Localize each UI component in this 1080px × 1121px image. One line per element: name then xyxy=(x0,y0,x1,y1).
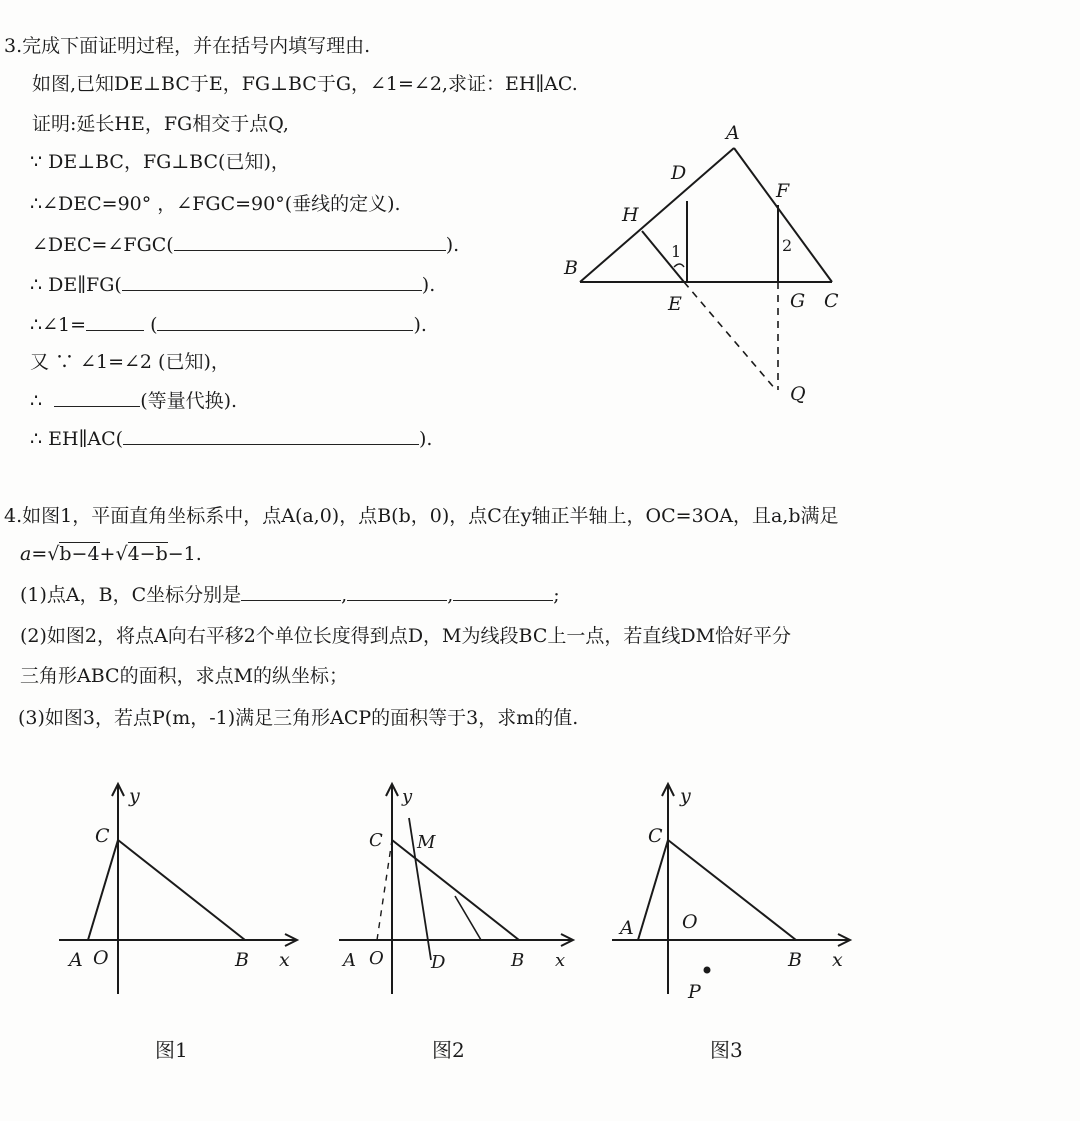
fig2-label-d: D xyxy=(431,952,446,973)
sqrt-icon: √ xyxy=(115,543,128,565)
label-angle-2: 2 xyxy=(782,236,793,255)
segment-ac xyxy=(88,840,118,940)
fig2-label-o: O xyxy=(369,948,384,969)
q3-proof-start: 证明:延长HE，FG相交于点Q, xyxy=(32,113,289,135)
q3-step7-suffix: (等量代换). xyxy=(140,390,238,412)
fig3-label-o: O xyxy=(682,911,698,933)
q3-step3-text: ∠DEC=∠FGC( xyxy=(32,234,174,256)
point-p xyxy=(704,967,711,974)
fig1-label-y: y xyxy=(129,785,140,807)
fig3-label-x: x xyxy=(832,949,843,971)
q3-step3-close: ). xyxy=(445,234,460,256)
fig2-label-a: A xyxy=(343,950,356,971)
fig3-label-y: y xyxy=(680,785,691,807)
q4-eq-plus: + xyxy=(99,543,116,565)
q3-step4-close: ). xyxy=(421,274,436,296)
q4-blank-c[interactable] xyxy=(453,582,553,601)
label-g: G xyxy=(790,290,806,312)
side-ac xyxy=(734,148,832,282)
q4-blank-b[interactable] xyxy=(347,582,447,601)
fig2-label-m: M xyxy=(417,832,436,853)
fig3-caption: 图3 xyxy=(710,1038,743,1062)
label-angle-1: 1 xyxy=(671,242,682,261)
fig1-label-c: C xyxy=(95,825,110,847)
angle-1-arc xyxy=(674,264,684,267)
q3-step7 xyxy=(30,388,237,413)
fig2-label-c: C xyxy=(369,830,383,851)
q3-step3-reason-blank[interactable] xyxy=(174,232,446,251)
q4-part2-line1: (2)如图2，将点A向右平移2个单位长度得到点D，M为线段BC上一点，若直线DM恰好平分 xyxy=(20,625,792,647)
fig3-label-p: P xyxy=(688,981,701,1003)
q4-eq-root2: 4−b xyxy=(127,543,168,565)
label-b: B xyxy=(564,257,578,279)
q3-step5-close: ). xyxy=(413,314,427,336)
q4-part3: (3)如图3，若点P(m，-1)满足三角形ACP的面积等于3，求m的值. xyxy=(18,707,579,729)
q3-step7-blank[interactable] xyxy=(54,388,140,407)
q4-blank-a[interactable] xyxy=(241,582,341,601)
fig2-label-y: y xyxy=(402,786,413,807)
q4-eq-a: a= xyxy=(20,543,48,565)
q3-step2: ∴∠DEC=90° ，∠FGC=90°(垂线的定义). xyxy=(30,193,401,215)
q4-part1-sep2: , xyxy=(447,584,454,606)
segment-cb xyxy=(392,840,519,940)
q3-step1: ∵ DE⊥BC，FG⊥BC(已知)， xyxy=(30,151,290,173)
q4-part1 xyxy=(20,582,560,607)
q4-part1-end: ; xyxy=(553,584,560,606)
fig2-label-x: x xyxy=(555,950,566,971)
q3-figure xyxy=(550,115,870,415)
q3-step5-text: ∴∠1= xyxy=(30,314,87,336)
segment-cb xyxy=(118,840,245,940)
fig1-label-o: O xyxy=(93,947,109,969)
fig1-label-a: A xyxy=(69,949,83,971)
q4-part1-text: (1)点A，B，C坐标分别是 xyxy=(20,584,242,606)
label-e: E xyxy=(668,293,682,315)
fig3-label-b: B xyxy=(788,949,802,971)
fig2-label-b: B xyxy=(511,950,525,971)
q4-eq-tail: −1. xyxy=(167,543,202,565)
fig1-label-x: x xyxy=(279,949,290,971)
segment-ac-dashed xyxy=(377,840,392,940)
q3-step8-text: ∴ EH∥AC( xyxy=(30,428,124,450)
q3-step8-reason-blank[interactable] xyxy=(123,426,419,445)
q3-step4-reason-blank[interactable] xyxy=(122,272,422,291)
q4-eq-root1: b−4 xyxy=(59,543,100,565)
label-h: H xyxy=(622,204,639,226)
q3-given: 如图,已知DE⊥BC于E，FG⊥BC于G，∠1=∠2,求证：EH∥AC. xyxy=(32,73,578,95)
figure-2 xyxy=(335,778,595,1008)
fig2-caption: 图2 xyxy=(432,1038,465,1062)
mark-stroke xyxy=(455,896,481,940)
q4-part1-sep1: , xyxy=(341,584,348,606)
figure-1 xyxy=(55,778,315,1008)
q3-step7-prefix: ∴ xyxy=(30,390,43,412)
q4-equation xyxy=(20,542,202,566)
sqrt-icon: √ xyxy=(47,543,60,565)
label-a: A xyxy=(726,122,740,144)
q3-title: 3.完成下面证明过程，并在括号内填写理由. xyxy=(4,35,371,57)
label-d: D xyxy=(671,162,687,184)
q3-step4-text: ∴ DE∥FG( xyxy=(30,274,122,296)
fig1-label-b: B xyxy=(235,949,249,971)
q3-step5: ∴∠1= ( ). xyxy=(30,314,427,336)
q3-step6: 又 ∵ ∠1=∠2 (已知)， xyxy=(30,351,230,373)
q3-step8-close: ). xyxy=(419,428,433,450)
side-ab xyxy=(580,148,734,282)
segment-ac xyxy=(638,840,668,940)
fig1-caption: 图1 xyxy=(155,1038,188,1062)
fig3-label-a: A xyxy=(620,917,634,939)
q3-step4 xyxy=(30,272,435,297)
label-q: Q xyxy=(790,383,806,405)
label-f: F xyxy=(776,180,790,202)
q4-part2-line2: 三角形ABC的面积，求点M的纵坐标； xyxy=(20,665,349,687)
q3-step5-reason-blank[interactable] xyxy=(157,312,413,331)
q3-step5-angle-blank[interactable] xyxy=(86,312,144,331)
figure-3 xyxy=(610,778,870,1008)
q3-step8 xyxy=(30,426,432,451)
q4-intro: 4.如图1，平面直角坐标系中，点A(a,0)，点B(b，0)，点C在y轴正半轴上，OC=3OA，且a,b满足 xyxy=(4,505,839,527)
segment-eq-dashed xyxy=(684,282,776,390)
label-c: C xyxy=(824,290,839,312)
q3-step3 xyxy=(32,232,459,257)
fig3-label-c: C xyxy=(648,825,663,847)
